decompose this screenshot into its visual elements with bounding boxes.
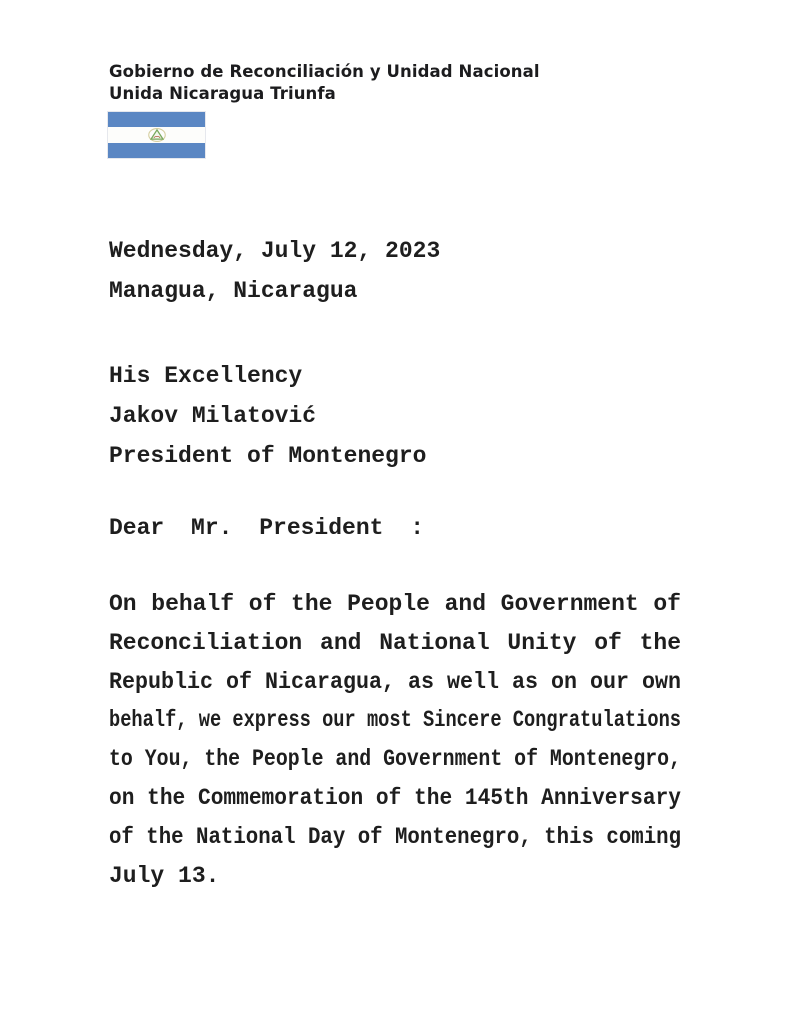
body-line: On behalf of the People and Government of [109,591,681,617]
body-line: on the Commemoration of the 145th Anniversary [109,784,681,811]
coat-of-arms-icon [146,127,168,142]
body-line: July 13. [109,862,220,889]
body-line: Republic of Nicaragua, as well as on our own [109,668,681,695]
nicaragua-flag-icon [108,112,205,158]
flag-stripe-bottom [108,143,205,158]
body-line: behalf, we express our most Sincere Congratulations [109,707,681,734]
flag-stripe-middle [108,127,205,142]
body-line: Reconciliation and National Unity of the [109,629,681,656]
body-paragraph [109,585,681,895]
salutation-block [109,508,681,548]
recipient-name: Jakov Milatović [109,403,317,429]
recipient-title: His Excellency [109,363,303,389]
body-line: of the National Day of Montenegro, this coming [109,823,681,850]
letterhead [109,61,540,105]
letterhead-line2: Unida Nicaragua Triunfa [109,84,336,103]
flag-stripe-top [108,112,205,127]
recipient-role: President of Montenegro [109,443,427,469]
salutation-line: Dear Mr. President : [109,515,425,541]
date-block [109,231,681,311]
body-line: to You, the People and Government of Montenegro, [109,746,681,773]
place-line: Managua, Nicaragua [109,278,358,304]
date-line: Wednesday, July 12, 2023 [109,238,441,264]
letterhead-line1: Gobierno de Reconciliación y Unidad Nacional [109,62,540,81]
recipient-block [109,356,681,476]
